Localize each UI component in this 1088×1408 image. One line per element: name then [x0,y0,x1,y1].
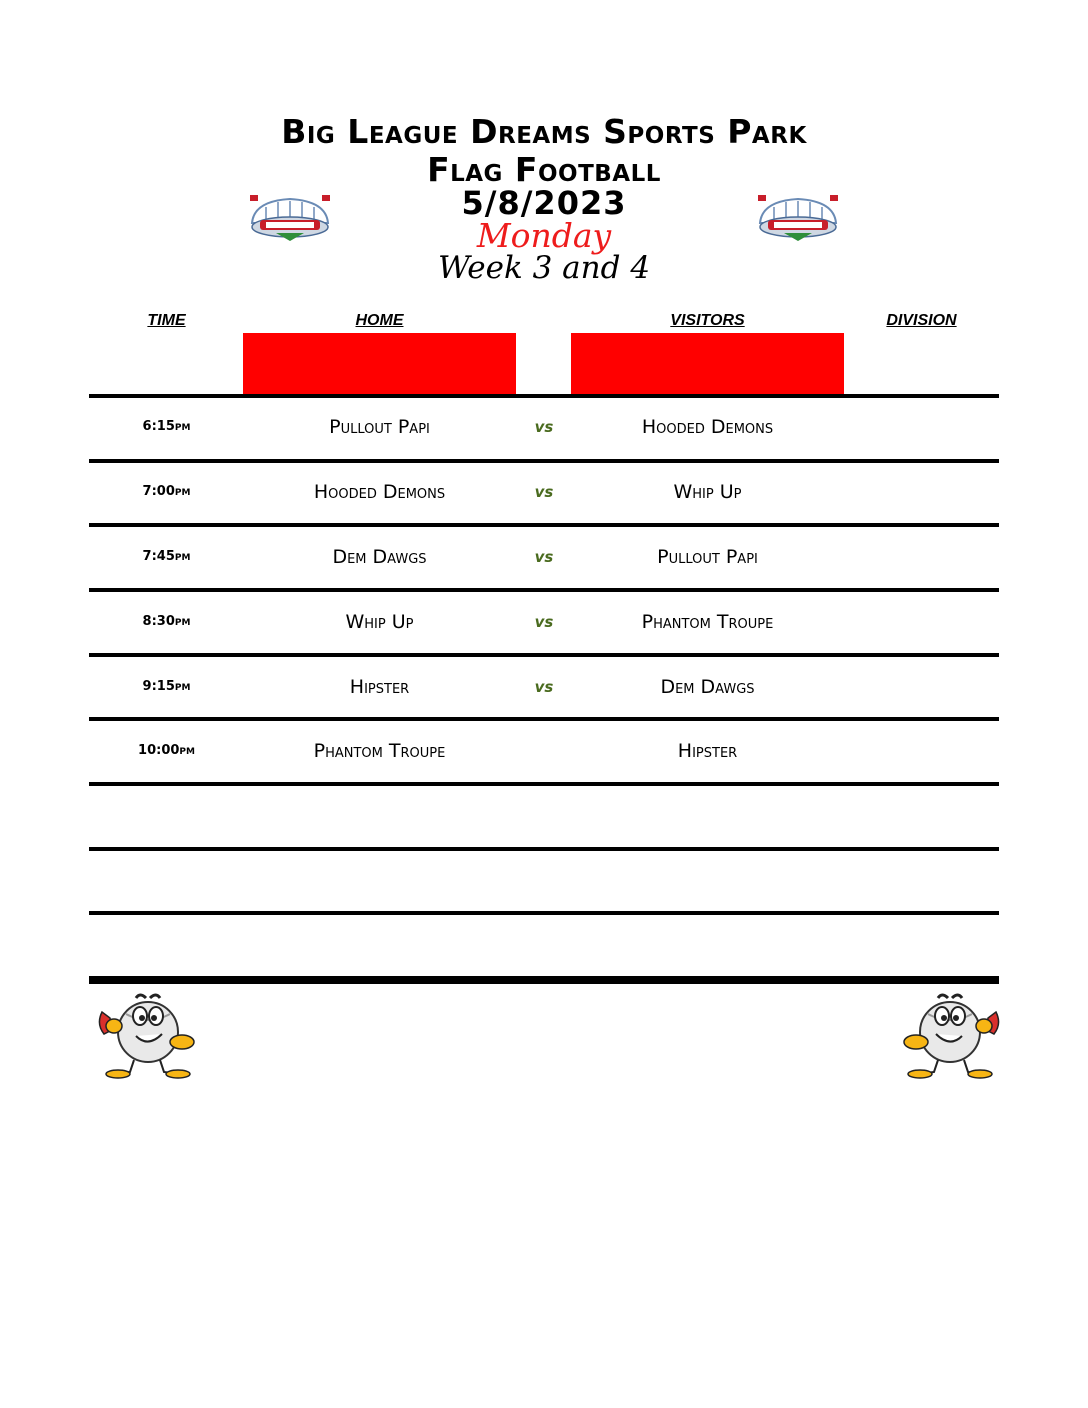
row-divider [89,653,999,657]
row-divider [89,782,999,786]
baseball-mascot-icon [898,988,1008,1080]
versus-label: vs [534,678,554,696]
game-time: 6:15pm [142,419,191,434]
versus-label: vs [534,483,554,501]
big-league-dreams-logo-icon [246,193,334,243]
column-header-time: TIME [147,312,186,329]
column-header-visitors: VISITORS [670,312,745,329]
visiting-team: Hooded Demons [641,416,774,438]
home-team: Dem Dawgs [332,546,427,568]
row-divider [89,717,999,721]
game-time: 7:00pm [142,484,191,499]
row-divider [89,394,999,398]
home-team: Hipster [349,676,410,698]
visitors-header-box [571,333,844,394]
home-header-box [243,333,516,394]
home-team: Hooded Demons [313,481,446,503]
row-divider [89,911,999,915]
sport-title: Flag Football [427,150,661,189]
column-header-division: DIVISION [886,312,957,329]
row-divider [89,459,999,463]
visiting-team: Phantom Troupe [641,611,774,633]
visiting-team: Hipster [677,740,738,762]
visiting-team: Whip Up [673,481,742,503]
versus-label: vs [534,418,554,436]
schedule-day: Monday [476,216,612,255]
game-time: 9:15pm [142,679,191,694]
versus-label: vs [534,548,554,566]
visiting-team: Dem Dawgs [660,676,755,698]
row-divider [89,847,999,851]
row-divider [89,976,999,984]
column-header-home: HOME [355,312,404,329]
home-team: Whip Up [345,611,414,633]
row-divider [89,523,999,527]
row-divider [89,588,999,592]
home-team: Pullout Papi [329,416,430,438]
visiting-team: Pullout Papi [657,546,758,568]
park-name: Big League Dreams Sports Park [281,112,807,151]
versus-label: vs [534,613,554,631]
big-league-dreams-logo-icon [754,193,842,243]
baseball-mascot-icon [90,988,200,1080]
home-team: Phantom Troupe [313,740,446,762]
schedule-week: Week 3 and 4 [437,250,651,286]
schedule-date: 5/8/2023 [461,184,627,222]
game-time: 8:30pm [142,614,191,629]
game-time: 10:00pm [138,743,195,758]
game-time: 7:45pm [142,549,191,564]
